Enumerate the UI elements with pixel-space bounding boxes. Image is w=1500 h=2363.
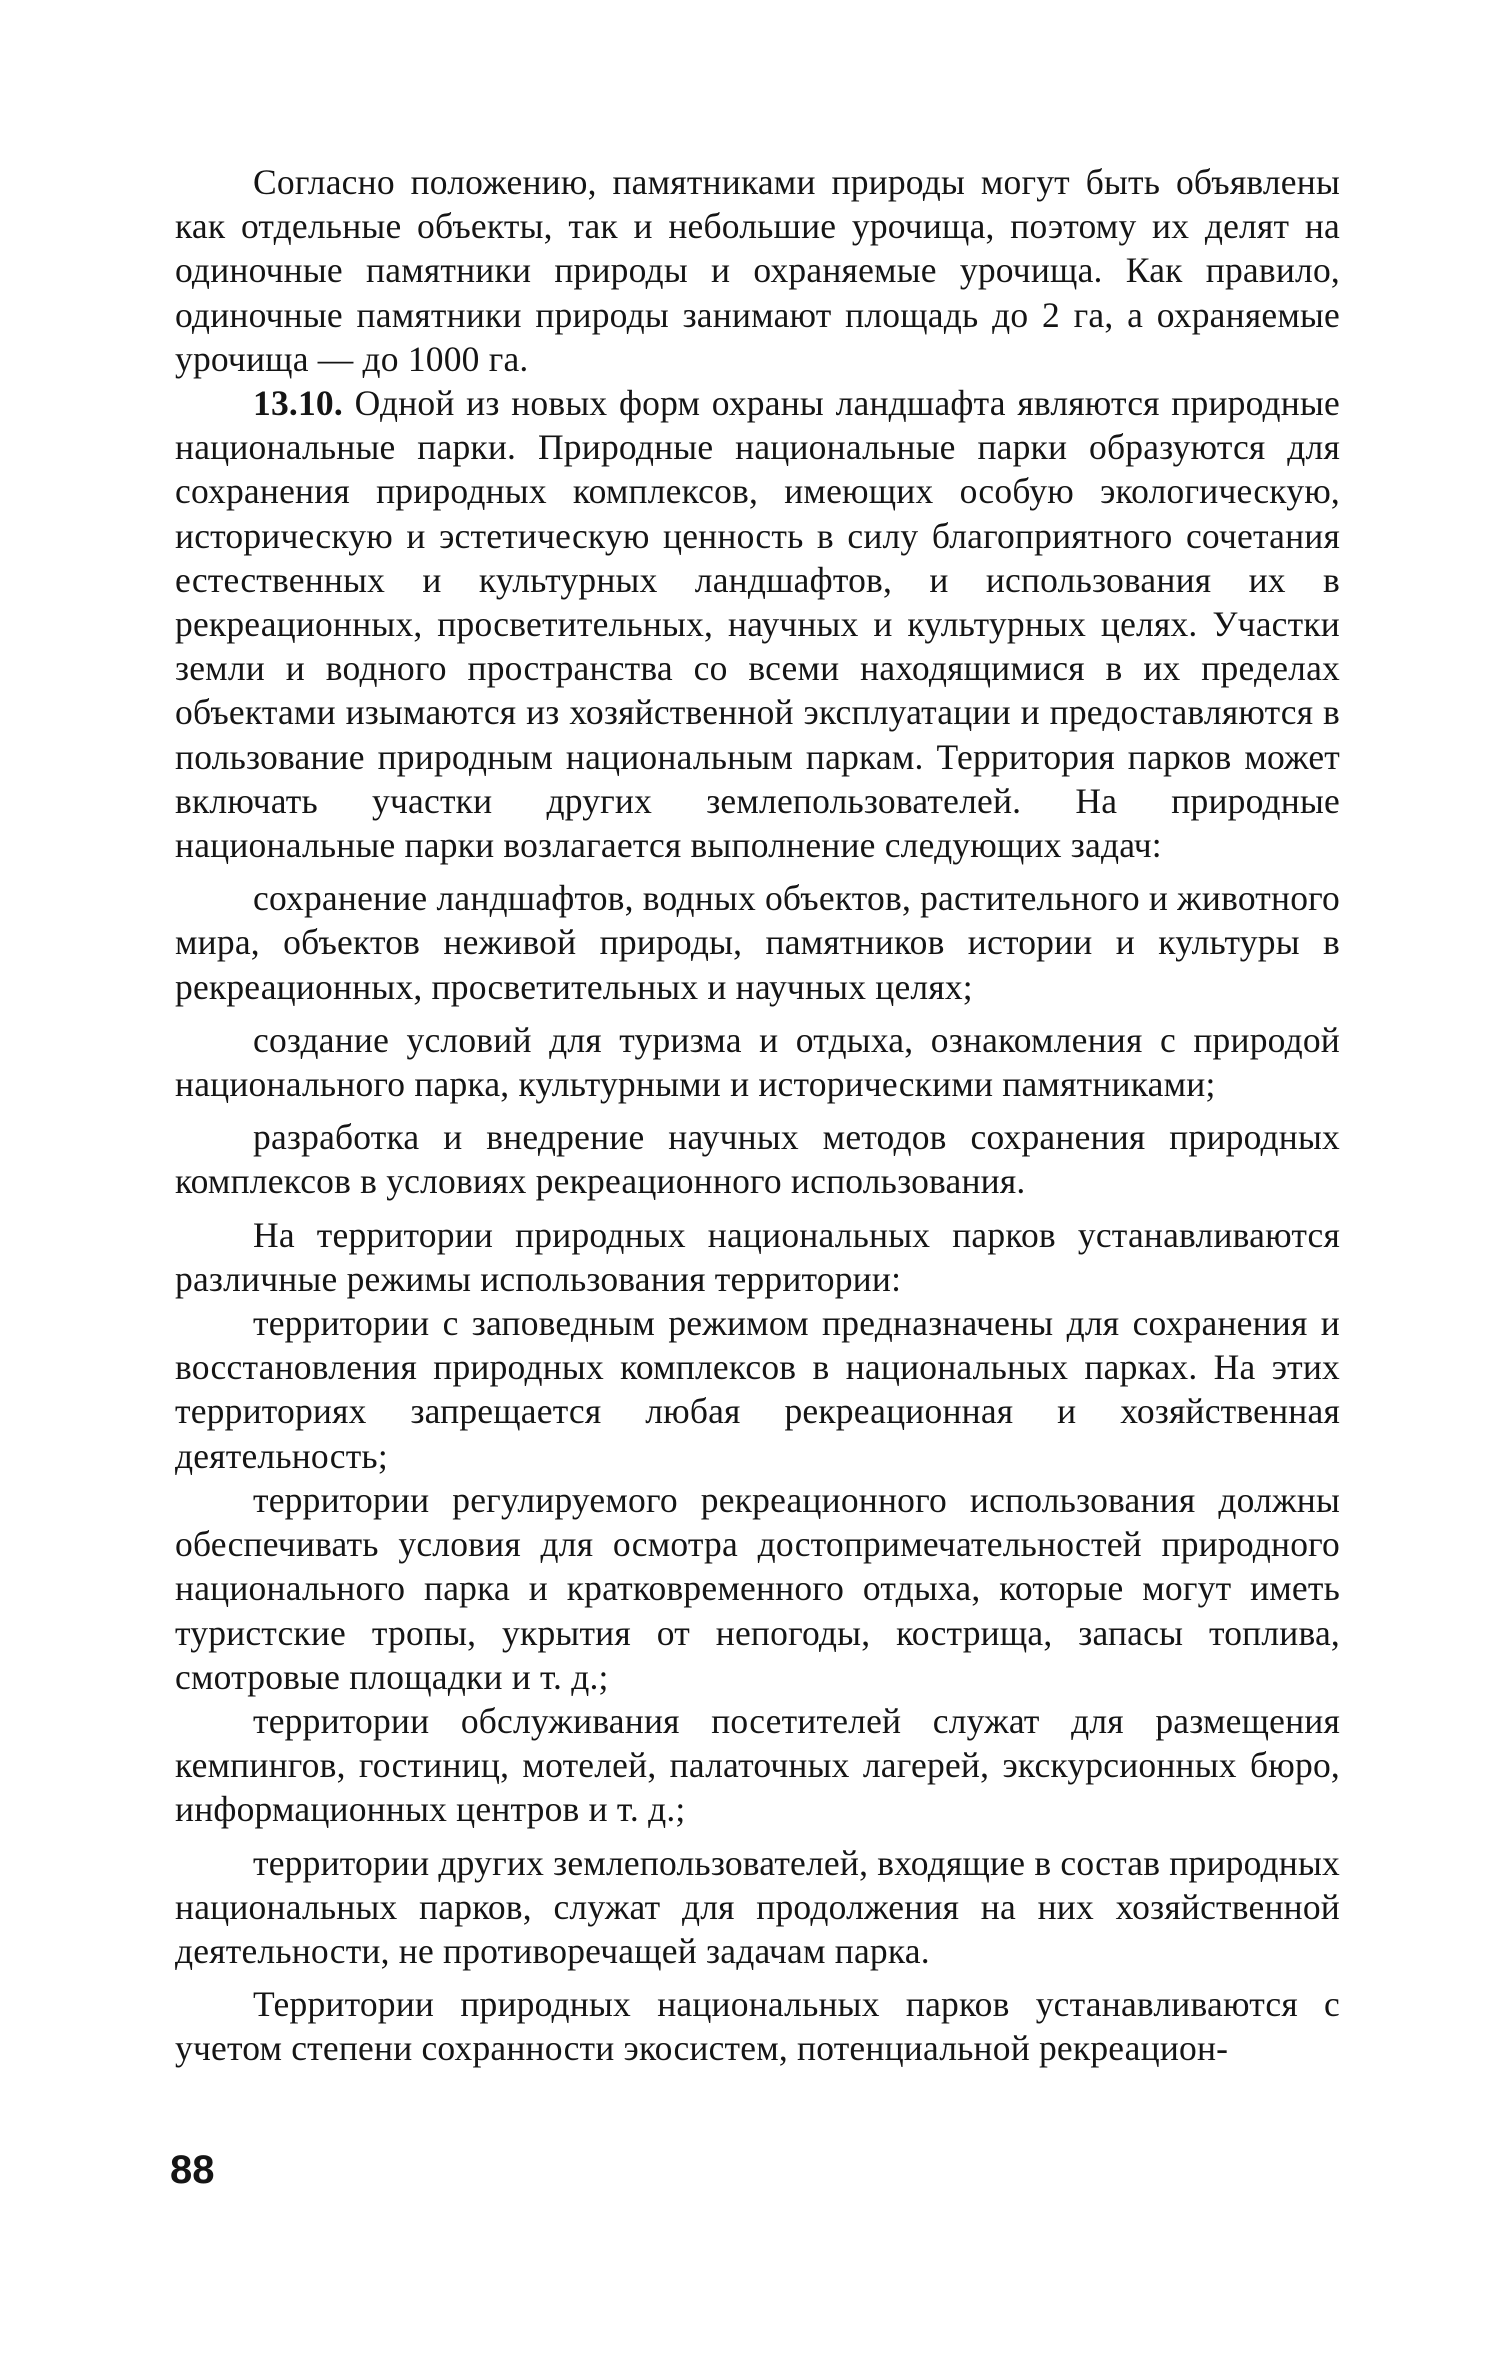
paragraph-regimes: На территории природных национальных парков устанавливаются различные режимы использования территории: bbox=[175, 1214, 1340, 1299]
list-item-reserve-territories: территории с заповедным режимом предназначены для сохранения и восстановления природных комплексов в национальных парках. На этих территориях запрещается любая рекреационная и хозяйственная деятельность; bbox=[175, 1303, 1340, 1476]
paragraph-1: Согласно положению, памятниками природы могут быть объявлены как отдельные объекты, так и небольшие урочища, поэтому их делят на одиночные памятники природы и охраняемые урочища. Как правило, одиночные памятники природы занимают площадь до 2 га, а охраняемые урочища — до 1000 га. bbox=[175, 162, 1340, 379]
section-number: 13.10. bbox=[253, 383, 343, 424]
paragraph-final: Территории природных национальных парков устанавливаются с учетом степени сохранности экосистем, потенциальной рекреацион- bbox=[175, 1984, 1340, 2069]
list-item-tourism-conditions: создание условий для туризма и отдыха, ознакомления с природой национального парка, культурными и историческими памятниками; bbox=[175, 1019, 1340, 1105]
list-item-preserve-landscapes: сохранение ландшафтов, водных объектов, растительного и животного мира, объектов неживой природы, памятников истории и культуры в рекреационных, просветительных и научных целях; bbox=[175, 878, 1340, 1007]
list-item-visitor-service: территории обслуживания посетителей служат для размещения кемпингов, гостиниц, мотелей, палаточных лагерей, экскурсионных бюро, информационных центров и т. д.; bbox=[175, 1700, 1340, 1830]
list-item-other-land-users: территории других землепользователей, входящие в состав природных национальных парков, служат для продолжения на них хозяйственной деятельности, не противоречащей задачам парка. bbox=[175, 1842, 1340, 1971]
list-item-scientific-methods: разработка и внедрение научных методов сохранения природных комплексов в условиях рекреационного использования. bbox=[175, 1117, 1340, 1202]
paragraph-2-text: Одной из новых форм охраны ландшафта являются природные национальные парки. Природные национальные парки образуются для сохранения природных комплексов, имеющих особую экологическую, историческую и эстетическую ценность в силу благоприятного сочетания естественных и культурных ландшафтов, и использования их в рекреационных, просветительных, научных и культурных целях. Участки земли и водного пространства со всеми находящимися в их пределах объектами изымаются из хозяйственной эксплуатации и предоставляются в пользование природным национальным паркам. Территория парков может включать участки других землепользователей. На природные национальные парки возлагается выполнение следующих задач: bbox=[175, 383, 1340, 866]
list-item-regulated-recreation: территории регулируемого рекреационного использования должны обеспечивать условия для осмотра достопримечательностей природного национального парка и кратковременного отдыха, которые могут иметь туристские тропы, укрытия от непогоды, кострища, запасы топлива, смотровые площадки и т. д.; bbox=[175, 1479, 1340, 1697]
page-body bbox=[175, 160, 1340, 2071]
page-number: 88 bbox=[170, 2148, 215, 2192]
paragraph-2 bbox=[175, 381, 1340, 867]
